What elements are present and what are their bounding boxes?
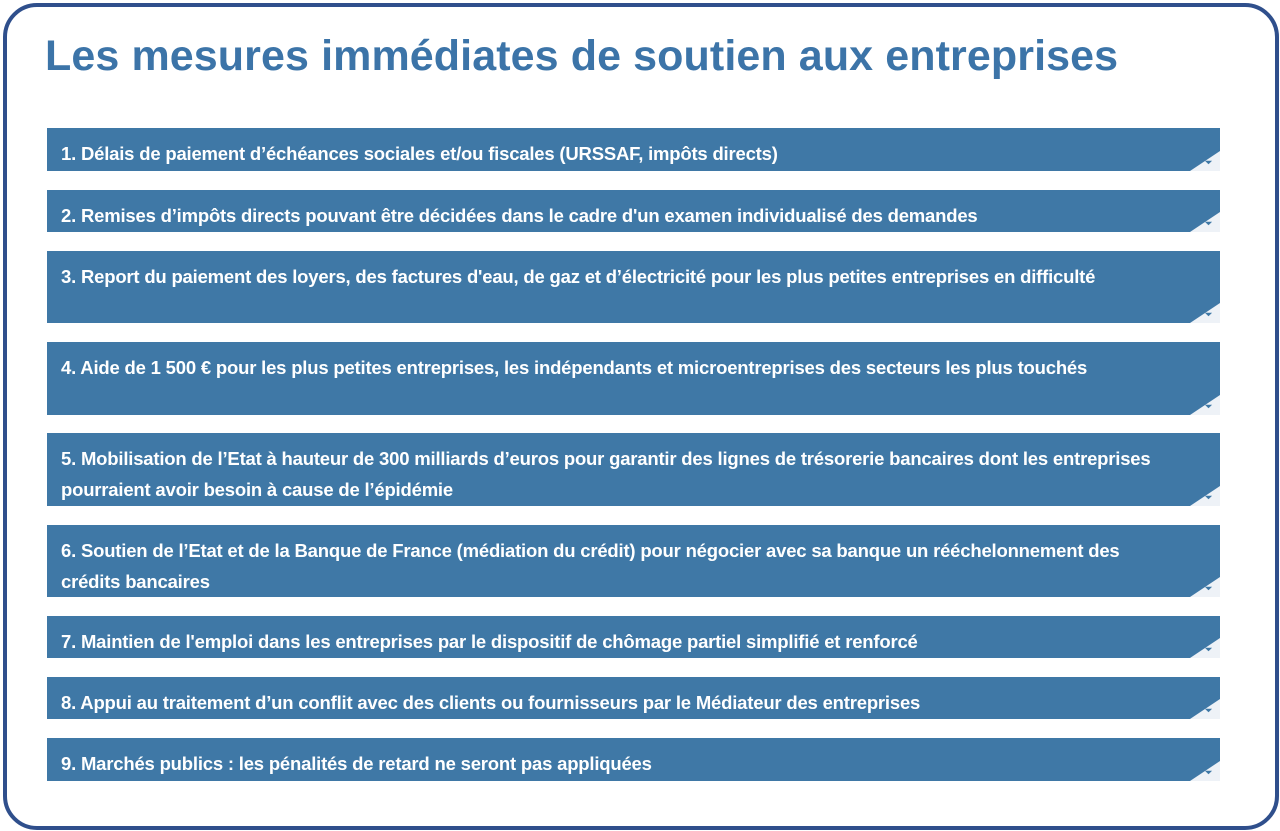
accordion-item-label: 2. Remises d’impôts directs pouvant être décidées dans le cadre d'un examen individualisé des demandes <box>61 205 978 226</box>
chevron-down-icon[interactable] <box>1204 584 1213 593</box>
chevron-down-icon[interactable] <box>1204 768 1213 777</box>
chevron-down-icon[interactable] <box>1204 310 1213 319</box>
accordion-item-label: 4. Aide de 1 500 € pour les plus petites entreprises, les indépendants et microentreprises des secteurs les plus touchés <box>61 357 1088 378</box>
accordion-item-label: 8. Appui au traitement d’un conflit avec des clients ou fournisseurs par le Médiateur des entreprises <box>61 692 921 713</box>
accordion-item-label: 6. Soutien de l’Etat et de la Banque de France (médiation du crédit) pour négocier avec sa banque un rééchelonnement des crédits bancaires <box>61 540 1120 592</box>
chevron-down-icon[interactable] <box>1204 158 1213 167</box>
page-title: Les mesures immédiates de soutien aux entreprises <box>45 32 1119 80</box>
accordion-item-label: 7. Maintien de l'emploi dans les entreprises par le dispositif de chômage partiel simplifié et renforcé <box>61 631 918 652</box>
accordion-item-6[interactable] <box>47 525 1220 597</box>
chevron-down-icon[interactable] <box>1204 219 1213 228</box>
accordion-item-5[interactable] <box>47 433 1220 506</box>
accordion-item-3[interactable] <box>47 251 1220 323</box>
accordion-item-2[interactable] <box>47 190 1220 232</box>
accordion-item-9[interactable] <box>47 738 1220 781</box>
accordion-item-1[interactable] <box>47 128 1220 171</box>
accordion-item-label: 5. Mobilisation de l’Etat à hauteur de 300 milliards d’euros pour garantir des lignes de trésorerie bancaires dont les entreprises pourraient avoir besoin à cause de l’épidémie <box>61 448 1151 500</box>
accordion-item-7[interactable] <box>47 616 1220 658</box>
accordion-item-8[interactable] <box>47 677 1220 719</box>
chevron-down-icon[interactable] <box>1204 645 1213 654</box>
chevron-down-icon[interactable] <box>1204 706 1213 715</box>
accordion-item-label: 1. Délais de paiement d’échéances sociales et/ou fiscales (URSSAF, impôts directs) <box>61 143 778 164</box>
accordion-item-label: 9. Marchés publics : les pénalités de retard ne seront pas appliquées <box>61 753 652 774</box>
chevron-down-icon[interactable] <box>1204 493 1213 502</box>
chevron-down-icon[interactable] <box>1204 402 1213 411</box>
accordion-item-4[interactable] <box>47 342 1220 415</box>
accordion-item-label: 3. Report du paiement des loyers, des factures d'eau, de gaz et d’électricité pour les plus petites entreprises en difficulté <box>61 266 1096 287</box>
